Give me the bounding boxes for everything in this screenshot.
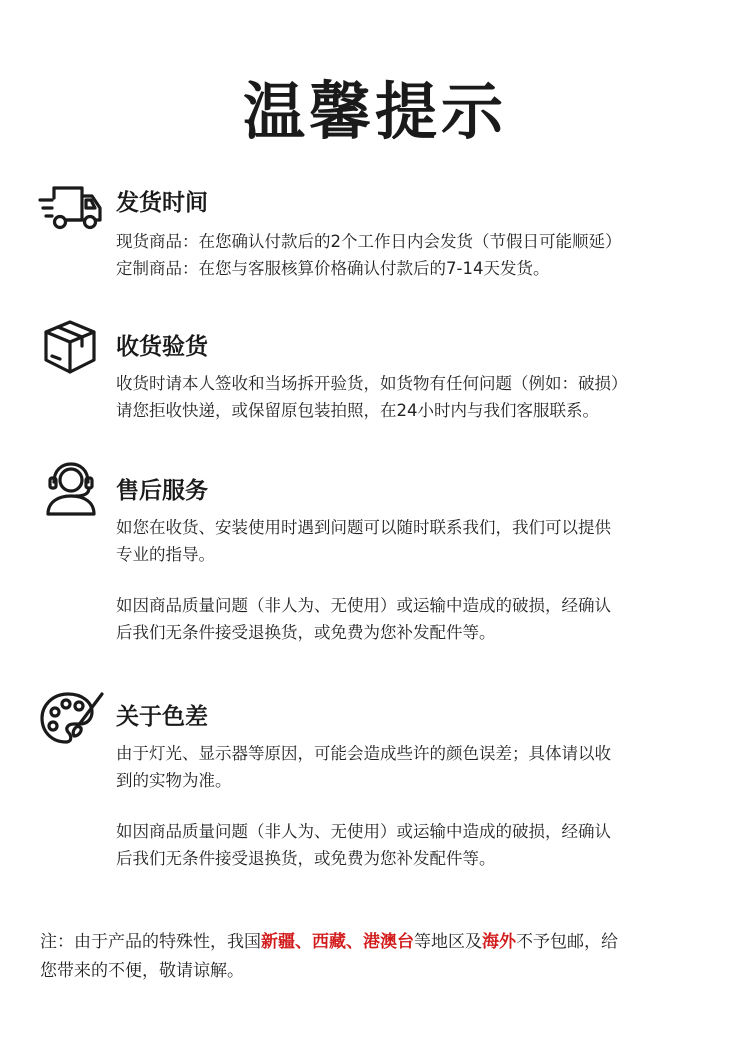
- text-line: 到的实物为准。: [116, 771, 232, 790]
- note-prefix: 注：由于产品的特殊性，我国: [40, 932, 261, 952]
- section-paragraph: [116, 228, 716, 282]
- text-line: 如因商品质量问题（非人为、无使用）或运输中造成的破损，经确认: [116, 822, 611, 841]
- text-line: 如因商品质量问题（非人为、无使用）或运输中造成的破损，经确认: [116, 596, 611, 615]
- delivery-truck-icon: [38, 180, 104, 236]
- section-heading: 售后服务: [116, 478, 208, 504]
- region-xizang: 西藏: [312, 932, 346, 952]
- text-line: 由于灯光、显示器等原因，可能会造成些许的颜色误差；具体请以收: [116, 744, 611, 763]
- section-paragraph: [116, 818, 716, 872]
- text-line: 如您在收货、安装使用时遇到问题可以随时联系我们，我们可以提供: [116, 518, 611, 537]
- note-line-2: 您带来的不便，敬请谅解。: [40, 961, 244, 981]
- customer-service-headset-icon: [38, 462, 104, 518]
- shipping-note: [40, 928, 730, 986]
- section-paragraph: [116, 740, 716, 794]
- note-middle: 等地区及: [414, 932, 482, 952]
- page-title: 温馨提示: [242, 75, 507, 148]
- region-overseas: 海外: [482, 932, 516, 952]
- text-line: 现货商品：在您确认付款后的2个工作日内会发货（节假日可能顺延）: [116, 232, 622, 251]
- note-separator: 、: [295, 932, 312, 952]
- section-heading: 收货验货: [116, 334, 208, 360]
- paint-palette-icon: [38, 690, 104, 746]
- region-xinjiang: 新疆: [261, 932, 295, 952]
- section-paragraph: [116, 592, 716, 646]
- region-hk-macau-taiwan: 港澳台: [363, 932, 414, 952]
- section-heading: 关于色差: [116, 704, 208, 730]
- text-line: 后我们无条件接受退换货，或免费为您补发配件等。: [116, 849, 496, 868]
- section-paragraph: [116, 514, 716, 568]
- note-separator: 、: [346, 932, 363, 952]
- text-line: 请您拒收快递，或保留原包装拍照，在24小时内与我们客服联系。: [116, 401, 599, 420]
- text-line: 专业的指导。: [116, 545, 215, 564]
- section-paragraph: [116, 370, 716, 424]
- note-line-1: [40, 928, 730, 957]
- text-line: 后我们无条件接受退换货，或免费为您补发配件等。: [116, 623, 496, 642]
- text-line: 收货时请本人签收和当场拆开验货，如货物有任何问题（例如：破损）: [116, 374, 628, 393]
- note-suffix: 不予包邮，给: [516, 932, 618, 952]
- package-box-icon: [38, 318, 104, 374]
- text-line: 定制商品：在您与客服核算价格确认付款后的7-14天发货。: [116, 259, 550, 278]
- section-heading: 发货时间: [116, 190, 208, 216]
